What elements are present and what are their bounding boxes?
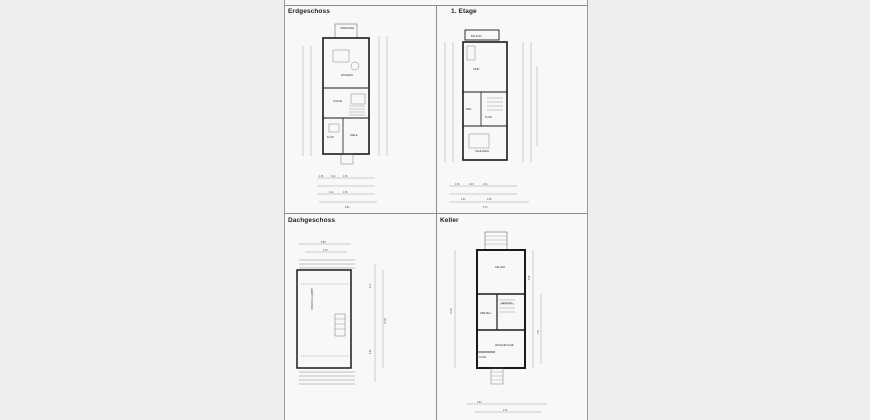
room-label-balkon: BALKON	[471, 35, 482, 38]
room-label-kind: KIND	[473, 68, 480, 71]
dim-k-side-2: 5.05	[529, 275, 531, 280]
dim-eg-5: 1.26	[343, 192, 348, 194]
panel-etage	[437, 6, 587, 213]
dim-dg-side-2: 10.99	[385, 318, 387, 324]
panel-title-etage: 1. Etage	[451, 8, 477, 15]
room-label-abstell: ABSTELL	[480, 312, 492, 315]
dim-dg-top-2: 4.70	[323, 250, 328, 252]
dim-eg-4: 1.11	[329, 192, 334, 194]
panel-erdgeschoss	[285, 6, 436, 213]
dim-k-side-1: 10.99	[451, 308, 453, 314]
panel-dachgeschoss	[285, 214, 436, 420]
dim-et-total: 5.72	[483, 207, 488, 209]
floorplan-keller	[437, 214, 587, 420]
panel-title-dachgeschoss: Dachgeschoss	[288, 217, 336, 224]
dim-dg-side-1: 2.10	[370, 283, 372, 288]
room-label-heizung: HEIZUNG	[501, 302, 513, 305]
room-label-keller: KELLER	[495, 266, 505, 269]
floorplan-etage	[437, 6, 587, 213]
panel-title-erdgeschoss: Erdgeschoss	[288, 8, 330, 15]
room-label-schlafen: SCHLAFEN	[475, 150, 489, 153]
dim-eg-1: 1.51	[319, 176, 324, 178]
floorplan-erdgeschoss	[285, 6, 436, 213]
dim-dg-side-3: 4.40	[370, 349, 372, 354]
room-label-waschkueche: WASCHKÜCHE	[495, 344, 514, 347]
dim-k-bottom-1: 3.63	[477, 402, 482, 404]
dim-et-5: 1.50	[487, 199, 492, 201]
dim-et-3: 1.31	[483, 184, 488, 186]
room-label-flur-etage: FLUR	[485, 116, 492, 119]
room-label-kueche: KÜCHE	[333, 100, 343, 103]
dim-et-4: 1.01	[461, 199, 466, 201]
panel-title-keller: Keller	[440, 217, 459, 224]
dim-et-1: 1.30	[455, 184, 460, 186]
dim-et-2: 1.30	[469, 184, 474, 186]
room-label-diele: DIELE	[350, 134, 358, 137]
room-label-studio: STUDIO & HOBBY	[311, 287, 314, 310]
room-label-bad: BAD	[466, 108, 472, 111]
room-label-flur-keller: FLUR	[479, 356, 486, 359]
dim-eg-2: 3.41	[331, 176, 336, 178]
floorplan-dachgeschoss	[285, 214, 436, 420]
plan-sheet	[284, 0, 588, 420]
dim-dg-top-1: 5.86	[321, 242, 326, 244]
panel-keller	[437, 214, 587, 420]
dim-eg-total: 5.61	[345, 207, 350, 209]
dim-k-side-3: 3.51	[538, 329, 540, 334]
room-label-flur: FLUR	[327, 136, 334, 139]
room-label-wohnen: WOHNEN	[341, 74, 353, 77]
dim-k-bottom-2: 2.15	[503, 410, 508, 412]
room-label-terrasse: TERRASSE	[340, 27, 354, 30]
dim-eg-3: 1.26	[343, 176, 348, 178]
